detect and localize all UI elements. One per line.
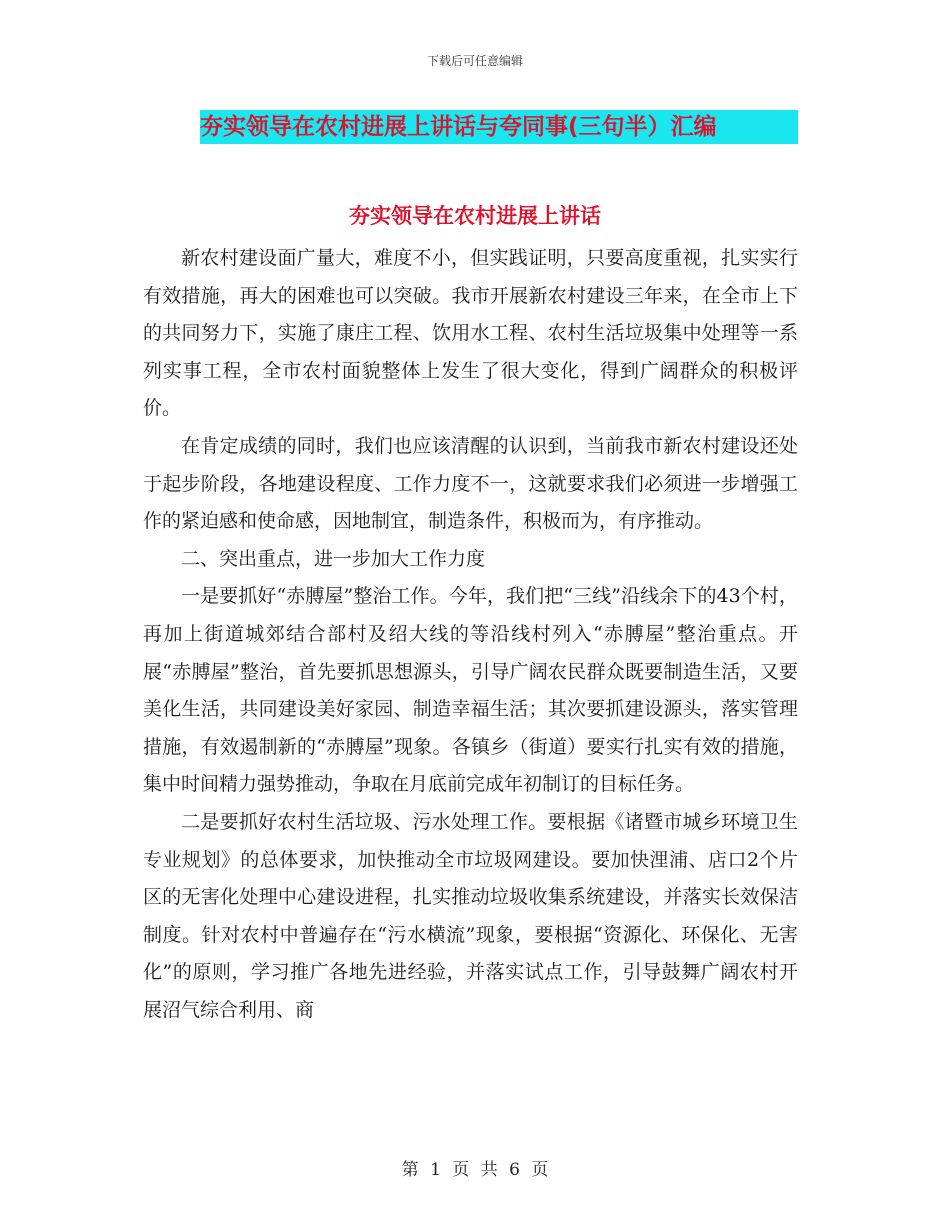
page-header-note: 下载后可任意编辑 xyxy=(426,54,523,68)
document-body xyxy=(143,240,798,1029)
paragraph: 新农村建设面广量大，难度不小，但实践证明，只要高度重视，扎实实行有效措施，再大的困难也可以突破。我市开展新农村建设三年来，在全市上下的共同努力下，实施了康庄工程、饮用水工程、农村生活垃圾集中处理等一系列实事工程，全市农村面貌整体上发生了很大变化，得到广阔群众的积极评价。 xyxy=(143,247,798,420)
paragraph: 在肯定成绩的同时，我们也应该清醒的认识到，当前我市新农村建设还处于起步阶段，各地建设程度、工作力度不一，这就要求我们必须进一步增强工作的紧迫感和使命感，因地制宜，制造条件，积极而为，有序推动。 xyxy=(143,434,798,533)
paragraph: 二是要抓好农村生活垃圾、污水处理工作。要根据《诸暨市城乡环境卫生专业规划》的总体要求，加快推动全市垃圾网建设。要加快浬浦、店口2个片区的无害化处理中心建设进程，扎实推动垃圾收集系统建设，并落实长效保洁制度。针对农村中普遍存在“污水横流”现象，要根据“资源化、环保化、无害化”的原则，学习推广各地先进经验，并落实试点工作，引导鼓舞广阔农村开展沼气综合利用、商 xyxy=(143,810,798,1021)
paragraph: 一是要抓好“赤膊屋”整治工作。今年，我们把“三线”沿线余下的43个村，再加上街道城郊结合部村及绍大线的等沿线村列入“赤膊屋”整治重点。开展“赤膊屋”整治，首先要抓思想源头，引导广阔农民群众既要制造生活，又要美化生活，共同建设美好家园、制造幸福生活；其次要抓建设源头，落实管理措施，有效遏制新的“赤膊屋”现象。各镇乡（街道）要实行扎实有效的措施，集中时间精力强势推动，争取在月底前完成年初制订的目标任务。 xyxy=(143,585,798,796)
section-title: 夯实领导在农村进展上讲话 xyxy=(349,204,601,228)
section-heading: 二、突出重点，进一步加大工作力度 xyxy=(181,547,486,570)
document-title: 夯实领导在农村进展上讲话与夸同事(三句半）汇编 xyxy=(200,110,798,144)
page-number: 第 1 页 共 6 页 xyxy=(401,1160,549,1180)
